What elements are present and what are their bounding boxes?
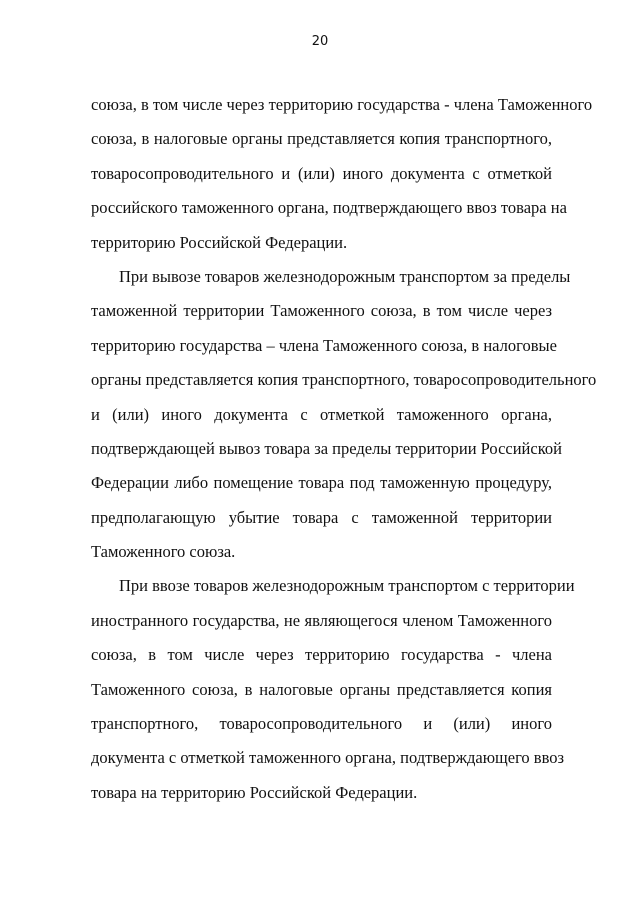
paragraph-line: союза, в налоговые органы представляется копия транспортного,	[91, 129, 552, 149]
paragraph-line: территорию Российской Федерации.	[91, 232, 348, 252]
paragraph-line: и (или) иного документа с отметкой таможенного органа,	[91, 404, 552, 424]
paragraph-line: документа с отметкой таможенного органа, подтверждающего ввоз	[91, 748, 565, 768]
paragraph-line: товаросопроводительного и (или) иного документа с отметкой	[91, 163, 552, 183]
page-number: 20	[311, 34, 329, 49]
paragraph-line: Таможенного союза, в налоговые органы представляется копия	[91, 679, 552, 699]
paragraph-line: российского таможенного органа, подтверждающего ввоз товара на	[91, 198, 567, 218]
paragraph-line: подтверждающей вывоз товара за пределы территории Российской	[91, 438, 562, 458]
paragraph-line: Федерации либо помещение товара под таможенную процедуру,	[91, 473, 552, 493]
paragraph-line: иностранного государства, не являющегося членом Таможенного	[91, 610, 552, 630]
paragraph-line: товара на территорию Российской Федерации.	[91, 782, 418, 802]
paragraph-line: органы представляется копия транспортного, товаросопроводительного	[91, 370, 597, 390]
paragraph-line: таможенной территории Таможенного союза, в том числе через	[91, 301, 552, 321]
paragraph-line: предполагающую убытие товара с таможенной территории	[91, 507, 552, 527]
paragraph-line: транспортного, товаросопроводительного и (или) иного	[91, 714, 552, 734]
paragraph-line: При ввозе товаров железнодорожным транспортом с территории	[119, 576, 575, 596]
paragraph-line: Таможенного союза.	[91, 542, 236, 562]
paragraph-line: союза, в том числе через территорию государства - члена Таможенного	[91, 95, 593, 114]
document-body	[91, 88, 597, 810]
paragraph-2	[91, 260, 597, 570]
paragraph-line: При вывозе товаров железнодорожным транспортом за пределы	[119, 266, 571, 286]
paragraph-3	[91, 569, 575, 810]
paragraph-1	[91, 88, 593, 260]
paragraph-line: территорию государства – члена Таможенного союза, в налоговые	[91, 335, 557, 355]
paragraph-line: союза, в том числе через территорию государства - члена	[91, 645, 552, 665]
